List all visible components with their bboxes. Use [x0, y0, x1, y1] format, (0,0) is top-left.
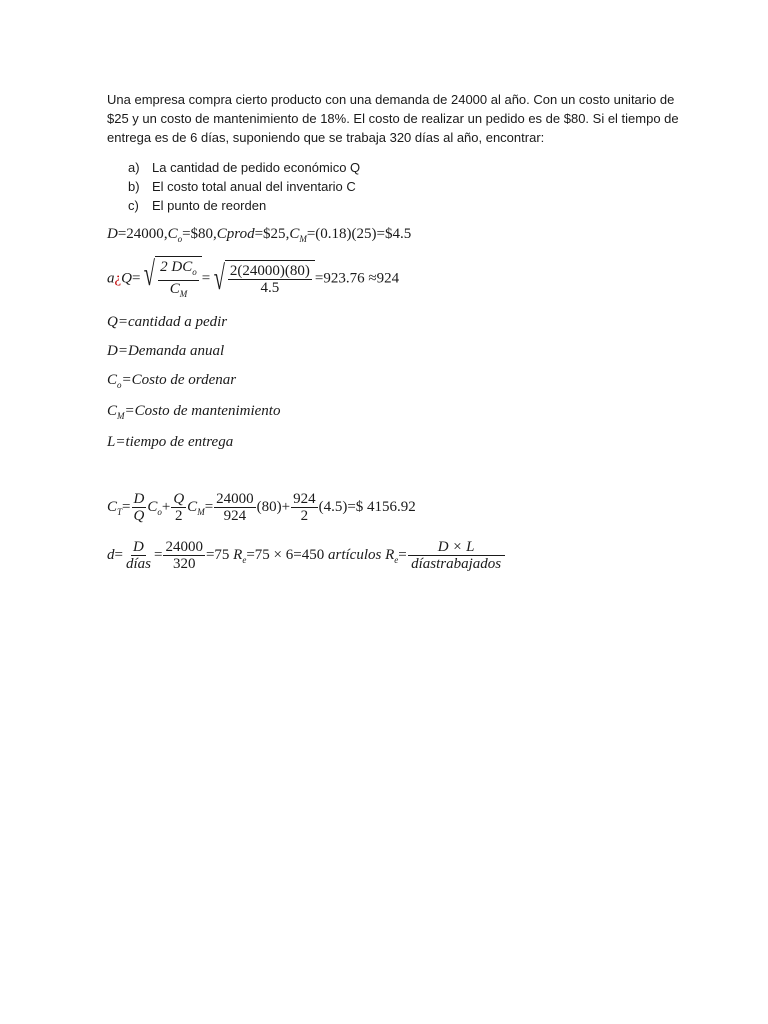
definition-co: $C_o=Costo$ de ordenar — [107, 372, 237, 390]
list-item: b) El costo total anual del inventario C — [128, 179, 356, 194]
definition-q: Q=cantidad a pedir — [107, 314, 228, 330]
eoq-equation: a¿Q= √ $\frac{2 DC_o}{C_M}$ = √ $\frac{2(24000)(80)}{4.5}$ =923.76 ≈924 — [107, 256, 399, 302]
list-item: c) El punto de reorden — [128, 198, 267, 213]
list-item: a) La cantidad de pedido económico Q — [128, 160, 361, 175]
reorder-point-equation: d= $\frac{D}{\text{días}}$ = $\frac{24000}{320}$ =75 $R_e=75 \times 6=450$ artículos $R_e=$ $\frac{D \times L}{\text{díastrabajados}}$ — [107, 539, 506, 572]
question-list — [128, 158, 360, 215]
sqrt-symbol: √ $\frac{2 DC_o}{C_M}$ — [140, 256, 201, 302]
definition-cm: $C_M=Costo$ de mantenimiento — [107, 403, 281, 421]
givens-equation: $D=24000,C_o=\$80,Cprod=\$25,C_M=(0.18)(25)=\$4.5$ — [107, 226, 412, 244]
definition-d: D=Demanda anual — [107, 343, 225, 359]
problem-statement — [107, 90, 679, 147]
total-cost-equation: $C_T=$ $\frac{D}{Q}$ $C_o+$ $\frac{Q}{2}$ $C_M=$ $\frac{24000}{924}$ (80)+ $\frac{924}{2}$ (4.5)=$ 4156.92 — [107, 491, 416, 524]
problem-line: entrega es de 6 días, suponiendo que se trabaja 320 días al año, encontrar: — [107, 130, 545, 145]
problem-line: $25 y un costo de mantenimiento de 18%. El costo de realizar un pedido es de $80. Si el tiempo de — [107, 111, 679, 126]
sqrt-symbol: √ $\frac{2(24000)(80)}{4.5}$ — [210, 260, 315, 298]
problem-line: Una empresa compra cierto producto con una demanda de 24000 al año. Con un costo unitario de — [107, 92, 675, 107]
definition-l: L=tiempo de entrega — [107, 434, 234, 450]
